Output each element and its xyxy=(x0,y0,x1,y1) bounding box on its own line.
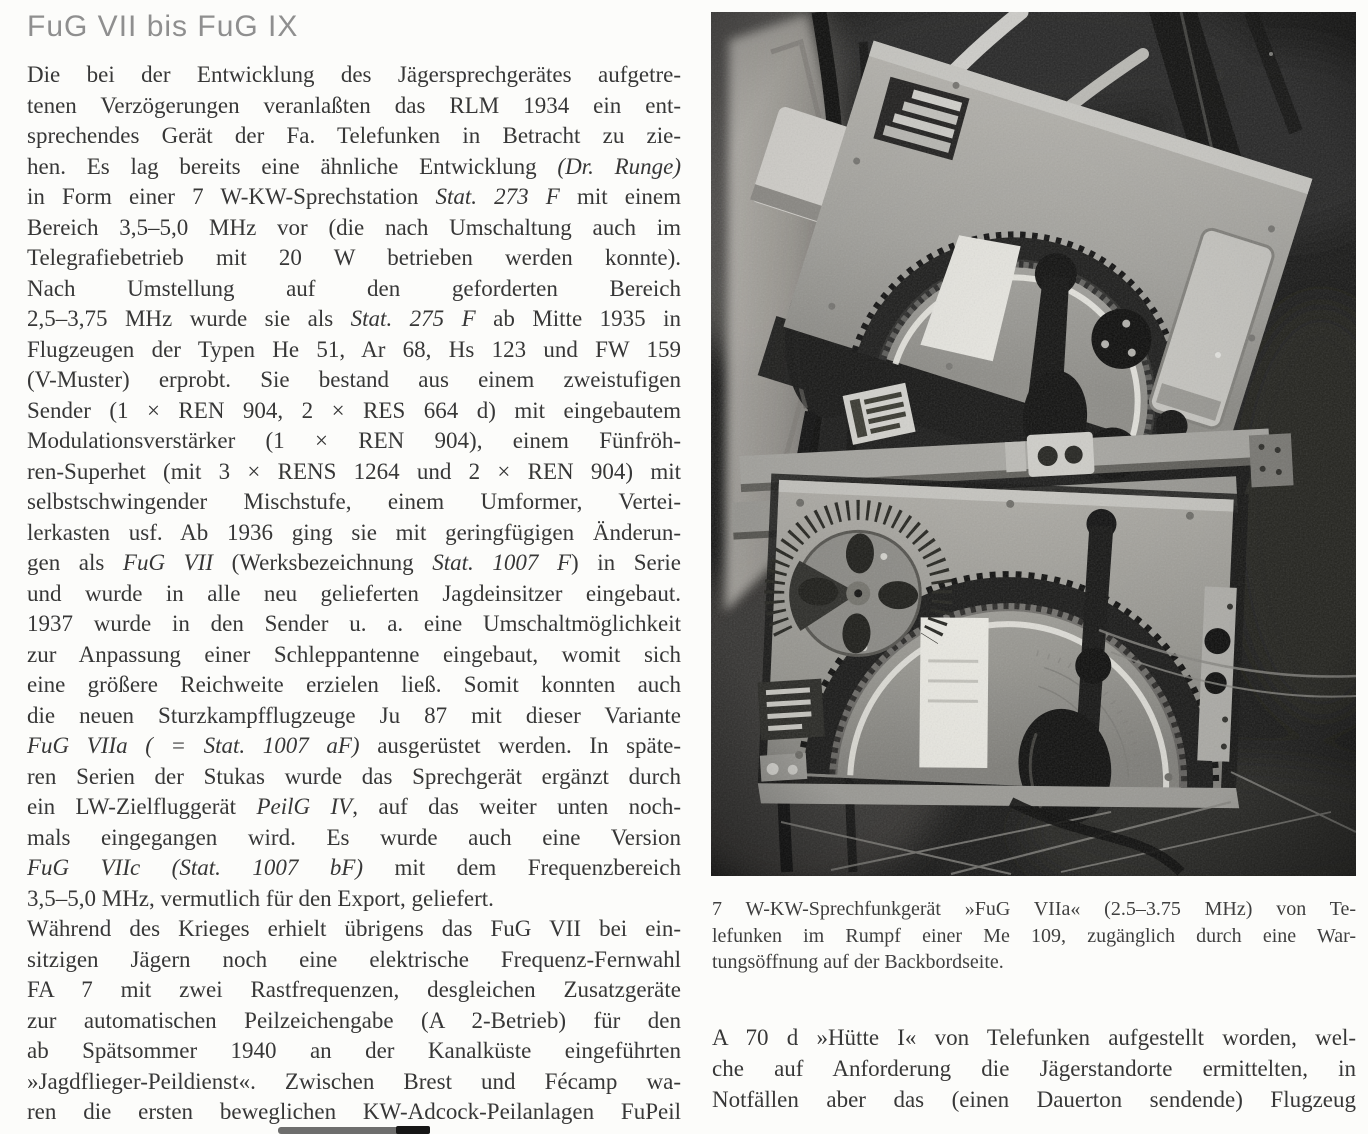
text-line: tungsöffnung auf der Backbordseite. xyxy=(712,951,1004,974)
text-line: und wurde in alle neu gelieferten Jagdeinsitzer eingebaut. xyxy=(27,580,681,606)
text-line: 3,5–5,0 MHz, vermutlich für den Export, geliefert. xyxy=(27,885,494,911)
text-line: lefunken im Rumpf einer Me 109, zugänglich durch eine War- xyxy=(712,924,1356,947)
text-line: in Form einer 7 W-KW-Sprechstation Stat. 273 F mit einem xyxy=(27,184,681,209)
text-line: FA 7 mit zwei Rastfrequenzen, desgleichen Zusatzgeräte xyxy=(27,977,681,1002)
text-line: hen. Es lag bereits eine ähnliche Entwicklung (Dr. Runge) xyxy=(27,153,681,179)
text-line: selbstschwingender Mischstufe, einem Umformer, Vertei- xyxy=(27,489,681,514)
text-line: Bereich 3,5–5,0 MHz vor (die nach Umschaltung auch im xyxy=(27,214,681,240)
vignette xyxy=(711,12,1356,876)
secondary-text-column xyxy=(712,1022,1356,1115)
text-line: gen als FuG VII (Werksbezeichnung Stat. 1007 F) in Serie xyxy=(27,550,681,575)
page-title: FuG VII bis FuG IX xyxy=(27,10,299,43)
text-line: 7 W-KW-Sprechfunkgerät »FuG VIIa« (2.5–3.75 MHz) von Te- xyxy=(712,898,1356,920)
text-line: ren Serien der Stukas wurde das Sprechgerät ergänzt durch xyxy=(27,763,681,789)
page-edge-artifact xyxy=(396,1126,430,1134)
text-line: eine größere Reichweite erzielen ließ. Somit konnten auch xyxy=(27,672,681,697)
text-line: Sender (1 × REN 904, 2 × RES 664 d) mit eingebautem xyxy=(27,397,681,423)
text-line: (V-Muster) erprobt. Sie bestand aus einem zweistufigen xyxy=(27,367,681,392)
equipment-photo xyxy=(711,12,1356,876)
text-line: Während des Krieges erhielt übrigens das FuG VII bei ein- xyxy=(27,916,681,941)
text-line: Flugzeugen der Typen He 51, Ar 68, Hs 123 und FW 159 xyxy=(27,336,681,362)
text-line: 1937 wurde in den Sender u. a. eine Umschaltmöglichkeit xyxy=(27,611,681,636)
text-line: Die bei der Entwicklung des Jägersprechgerätes aufgetre- xyxy=(27,62,681,87)
text-line: Telegrafiebetrieb mit 20 W betrieben werden konnte). xyxy=(27,245,681,270)
text-line: ein LW-Zielfluggerät PeilG IV, auf das weiter unten noch- xyxy=(27,794,682,819)
photo-caption xyxy=(712,896,1356,976)
text-line: FuG VIIa ( = Stat. 1007 aF) ausgerüstet werden. In späte- xyxy=(27,733,681,758)
text-line: »Jagdflieger-Peildienst«. Zwischen Brest und Fécamp wa- xyxy=(27,1068,681,1094)
text-line: 2,5–3,75 MHz wurde sie als Stat. 275 F ab Mitte 1935 in xyxy=(27,306,681,331)
text-line: Notfällen aber das (einen Dauerton sendende) Flugzeug xyxy=(712,1087,1356,1112)
text-line: FuG VIIc (Stat. 1007 bF) mit dem Frequenzbereich xyxy=(27,855,681,880)
equipment-photo-illustration xyxy=(711,12,1356,876)
text-line: mals eingegangen wird. Es wurde auch eine Version xyxy=(27,824,681,850)
text-line: tenen Verzögerungen veranlaßten das RLM 1934 ein ent- xyxy=(27,92,681,118)
text-line: zur automatischen Peilzeichengabe (A 2-Betrieb) für den xyxy=(27,1007,681,1033)
text-line: sitzigen Jägern noch eine elektrische Frequenz-Fernwahl xyxy=(27,946,681,972)
text-line: ren die ersten beweglichen KW-Adcock-Peilanlagen FuPeil xyxy=(27,1099,681,1124)
text-line: ab Spätsommer 1940 an der Kanalküste eingeführten xyxy=(27,1038,681,1063)
text-line: che auf Anforderung die Jägerstandorte ermittelten, in xyxy=(712,1056,1356,1081)
text-line: Modulationsverstärker (1 × REN 904), einem Fünfröh- xyxy=(27,428,681,453)
main-text-column xyxy=(27,60,681,1128)
text-line: Nach Umstellung auf den geforderten Bereich xyxy=(27,275,681,301)
text-line: zur Anpassung einer Schleppantenne eingebaut, womit sich xyxy=(27,641,681,667)
text-line: die neuen Sturzkampfflugzeuge Ju 87 mit dieser Variante xyxy=(27,702,681,728)
text-line: ren-Superhet (mit 3 × RENS 1264 und 2 × REN 904) mit xyxy=(27,458,681,484)
text-line: lerkasten usf. Ab 1936 ging sie mit geringfügigen Änderun- xyxy=(27,519,681,545)
text-line: sprechendes Gerät der Fa. Telefunken in Betracht zu zie- xyxy=(27,123,681,148)
text-line: A 70 d »Hütte I« von Telefunken aufgestellt worden, wel- xyxy=(712,1025,1356,1050)
